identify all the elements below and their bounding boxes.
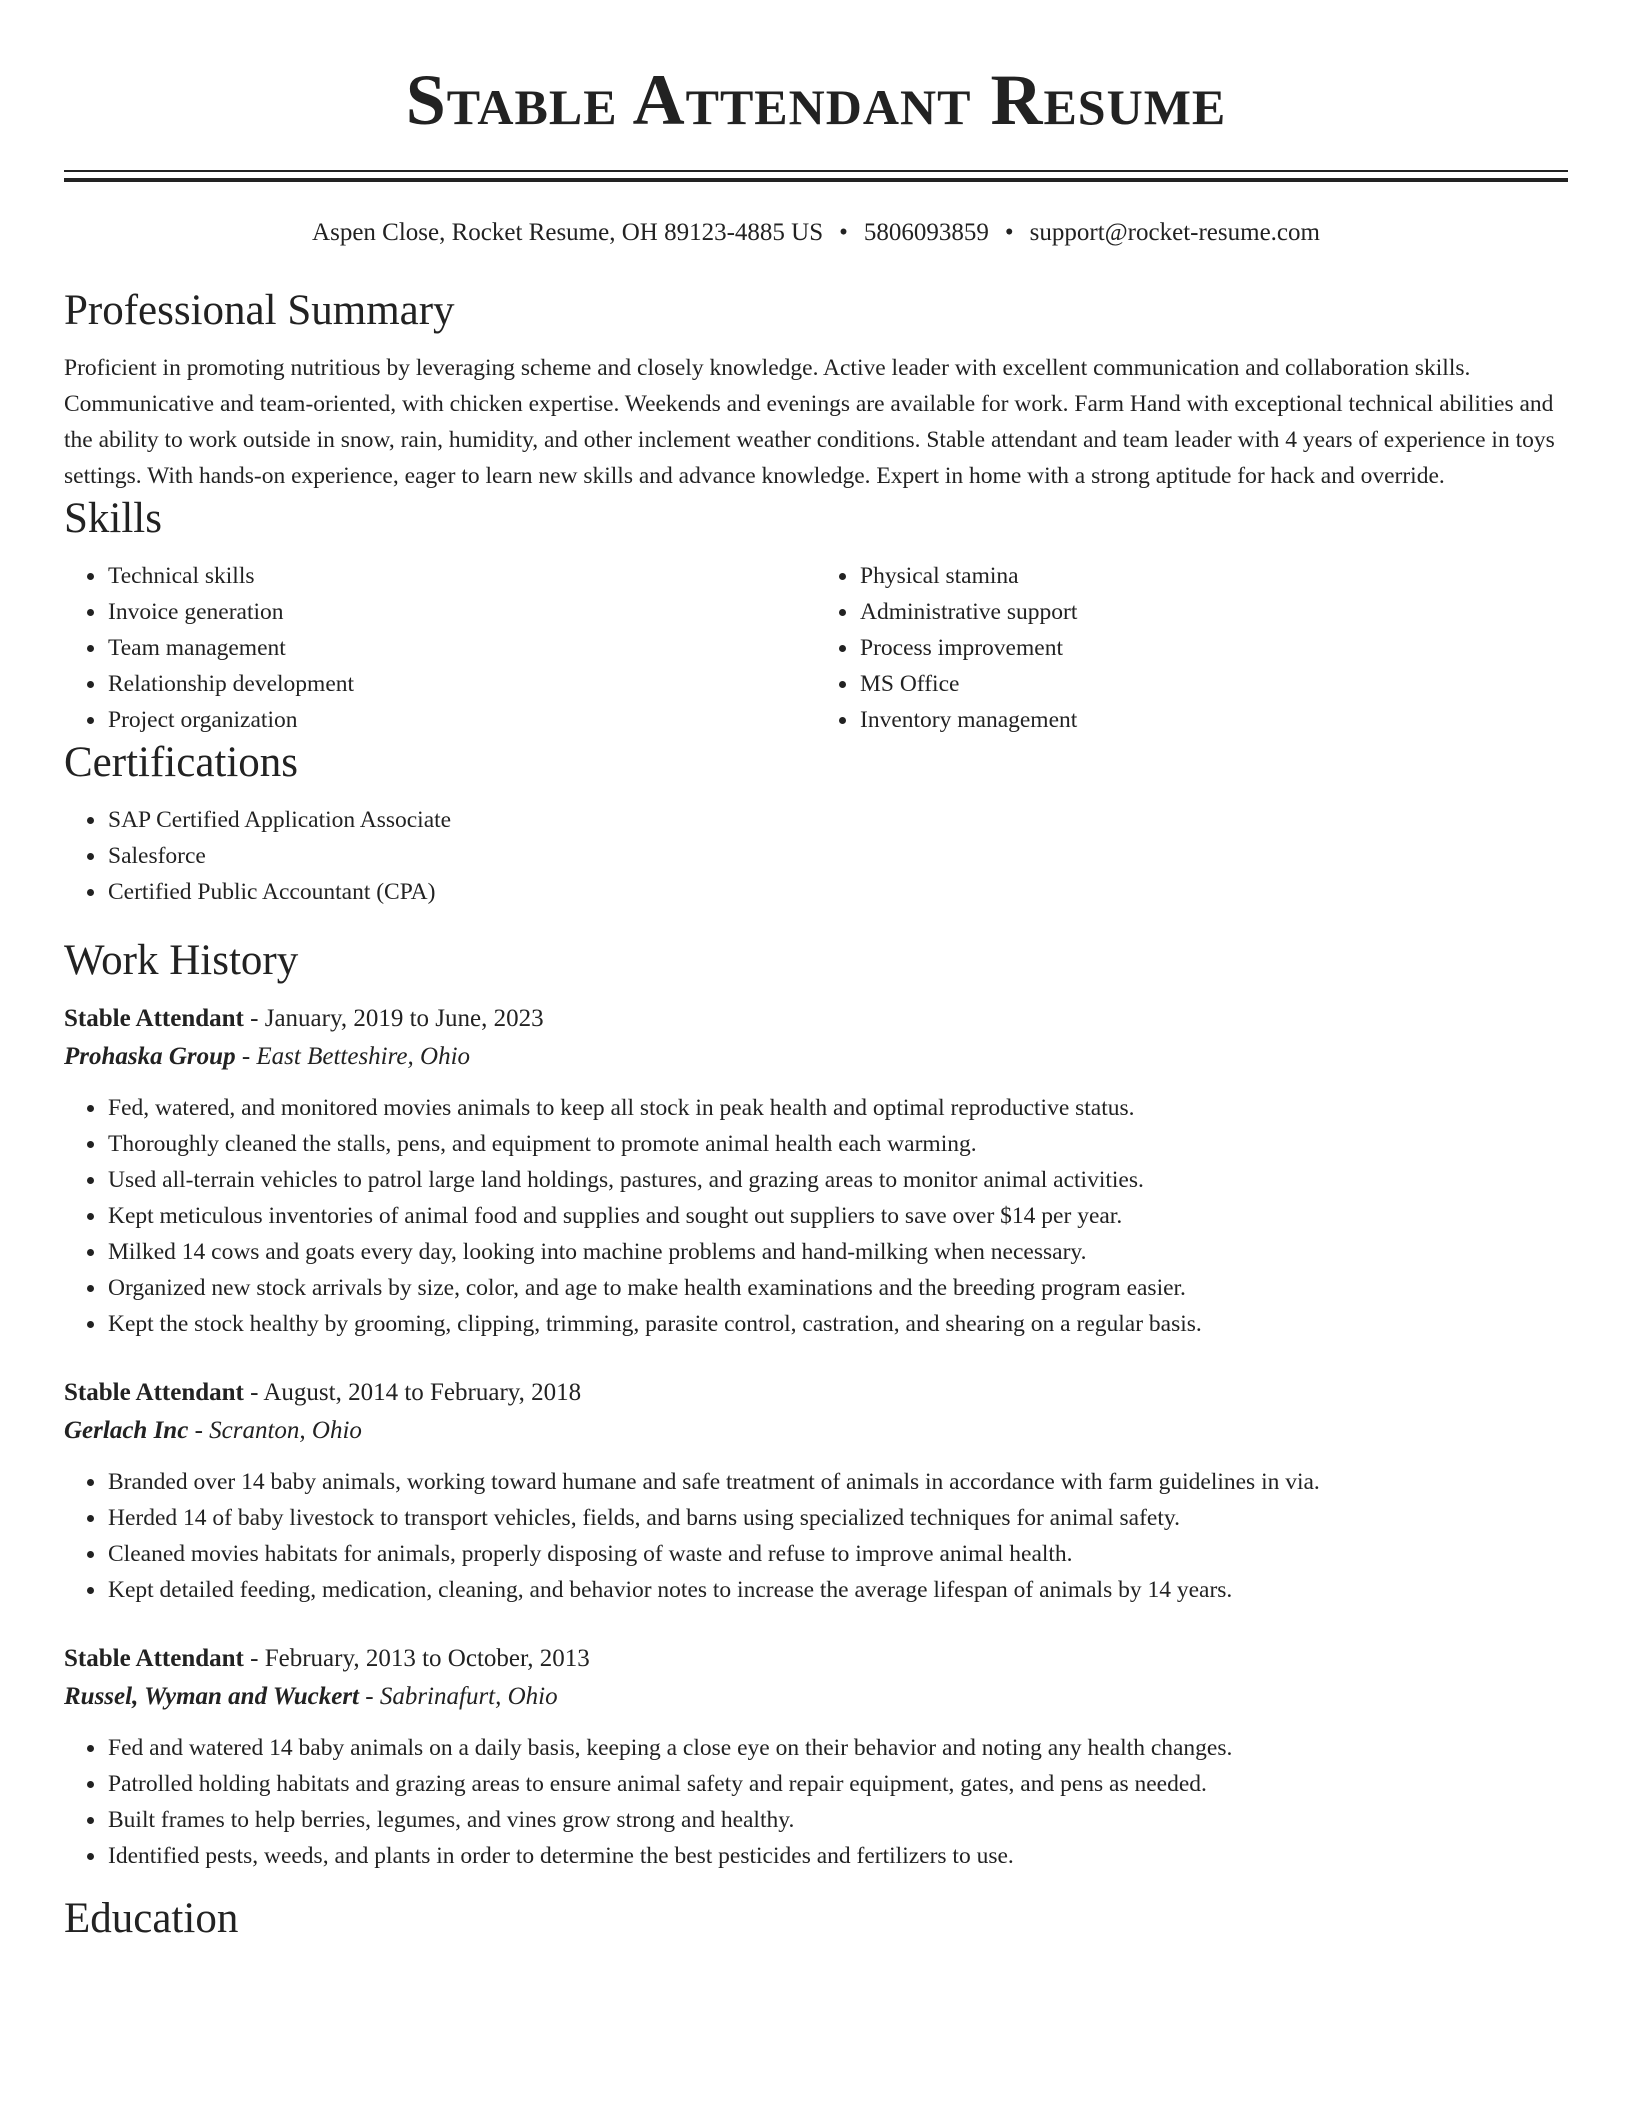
skill-item: • Team management bbox=[107, 630, 816, 666]
job-entry bbox=[64, 1000, 1568, 1342]
certifications-heading: Certifications bbox=[64, 739, 299, 786]
job-dates: January, 2019 to June, 2023 bbox=[264, 1005, 544, 1032]
skills-columns bbox=[64, 558, 1568, 738]
skill-item: • MS Office bbox=[859, 666, 1568, 702]
job-bullet: • Thoroughly cleaned the stalls, pens, and equipment to promote animal health each warming. bbox=[107, 1126, 1568, 1162]
job-location: East Betteshire, Ohio bbox=[256, 1043, 471, 1070]
skills-list-right bbox=[816, 558, 1568, 738]
job-company-line bbox=[64, 1678, 1568, 1716]
skill-item: • Project organization bbox=[107, 702, 816, 738]
job-company: Prohaska Group bbox=[64, 1043, 236, 1070]
certification-item: • Salesforce bbox=[107, 838, 1568, 874]
title-divider-thick bbox=[64, 178, 1568, 182]
title-divider-thin bbox=[64, 170, 1568, 172]
job-bullet: • Organized new stock arrivals by size, color, and age to make health examinations and the breeding program easier. bbox=[107, 1270, 1568, 1306]
job-dash: - bbox=[250, 1379, 259, 1406]
job-bullets bbox=[64, 1464, 1568, 1608]
job-entry bbox=[64, 1374, 1568, 1608]
job-title-line bbox=[64, 1374, 1568, 1412]
job-location: Sabrinafurt, Ohio bbox=[379, 1683, 558, 1710]
skill-item: • Inventory management bbox=[859, 702, 1568, 738]
contact-separator: • bbox=[839, 219, 848, 246]
job-bullet: • Built frames to help berries, legumes, and vines grow strong and healthy. bbox=[107, 1802, 1568, 1838]
job-dash: - bbox=[365, 1683, 374, 1710]
certification-item: • Certified Public Accountant (CPA) bbox=[107, 874, 1568, 910]
job-bullet: • Milked 14 cows and goats every day, looking into machine problems and hand-milking when necessary. bbox=[107, 1234, 1568, 1270]
job-bullet: • Identified pests, weeds, and plants in order to determine the best pesticides and fertilizers to use. bbox=[107, 1838, 1568, 1874]
skill-item: • Relationship development bbox=[107, 666, 816, 702]
job-dates: August, 2014 to February, 2018 bbox=[263, 1379, 582, 1406]
job-dash: - bbox=[250, 1005, 259, 1032]
job-bullet: • Fed, watered, and monitored movies animals to keep all stock in peak health and optimal reproductive status. bbox=[107, 1090, 1568, 1126]
job-bullet: • Cleaned movies habitats for animals, properly disposing of waste and refuse to improve animal health. bbox=[107, 1536, 1568, 1572]
job-title-line bbox=[64, 1640, 1568, 1678]
certifications-list bbox=[64, 802, 1568, 910]
skills-list-left bbox=[64, 558, 816, 738]
job-title-line bbox=[64, 1000, 1568, 1038]
certification-item: • SAP Certified Application Associate bbox=[107, 802, 1568, 838]
job-title: Stable Attendant bbox=[64, 1379, 244, 1406]
job-dash: - bbox=[241, 1043, 251, 1070]
skill-item: • Invoice generation bbox=[107, 594, 816, 630]
skills-heading: Skills bbox=[64, 495, 162, 542]
job-entry bbox=[64, 1640, 1568, 1874]
job-company-line bbox=[64, 1038, 1568, 1076]
job-bullet: • Branded over 14 baby animals, working toward humane and safe treatment of animals in accordance with farm guidelines in via. bbox=[107, 1464, 1568, 1500]
job-title: Stable Attendant bbox=[64, 1645, 244, 1672]
resume-page bbox=[64, 0, 1568, 1944]
resume-title: Stable Attendant Resume bbox=[405, 60, 1227, 140]
job-bullet: • Used all-terrain vehicles to patrol large land holdings, pastures, and grazing areas to monitor animal activities. bbox=[107, 1162, 1568, 1198]
job-bullet: • Kept the stock healthy by grooming, clipping, trimming, parasite control, castration, and shearing on a regular basis. bbox=[107, 1306, 1568, 1342]
skill-item: • Process improvement bbox=[859, 630, 1568, 666]
skill-item: • Physical stamina bbox=[859, 558, 1568, 594]
contact-address: Aspen Close, Rocket Resume, OH 89123-4885 US bbox=[312, 219, 824, 246]
contact-separator: • bbox=[1004, 219, 1014, 246]
job-dash: - bbox=[194, 1417, 203, 1444]
job-bullets bbox=[64, 1730, 1568, 1874]
contact-email: support@rocket-resume.com bbox=[1029, 219, 1320, 246]
job-title: Stable Attendant bbox=[64, 1005, 244, 1032]
job-company: Gerlach Inc bbox=[64, 1417, 189, 1444]
job-bullet: • Kept detailed feeding, medication, cleaning, and behavior notes to increase the average lifespan of animals by 14 years. bbox=[107, 1572, 1568, 1608]
work-history-heading: Work History bbox=[64, 937, 299, 984]
job-bullet: • Herded 14 of baby livestock to transport vehicles, fields, and barns using specialized techniques for animal safety. bbox=[107, 1500, 1568, 1536]
job-bullet: • Kept meticulous inventories of animal food and supplies and sought out suppliers to save over $14 per year. bbox=[107, 1198, 1568, 1234]
skill-item: • Administrative support bbox=[859, 594, 1568, 630]
contact-phone: 5806093859 bbox=[863, 219, 989, 246]
summary-text: Proficient in promoting nutritious by leveraging scheme and closely knowledge. Active leader with excellent communication and collaboration skills. Communicative and team-oriented, with chicken expertise. Weekends and evenings are available for work. Farm Hand with exceptional technical abilities and the ability to work outside in snow, rain, humidity, and other inclement weather conditions. Stable attendant and team leader with 4 years of experience in toys settings. With hands-on experience, eager to learn new skills and advance knowledge. Expert in home with a strong aptitude for hack and override. bbox=[64, 355, 1555, 489]
job-bullets bbox=[64, 1090, 1568, 1342]
job-bullet: • Fed and watered 14 baby animals on a daily basis, keeping a close eye on their behavior and noting any health changes. bbox=[107, 1730, 1568, 1766]
job-dates: February, 2013 to October, 2013 bbox=[264, 1645, 590, 1672]
job-bullet: • Patrolled holding habitats and grazing areas to ensure animal safety and repair equipment, gates, and pens as needed. bbox=[107, 1766, 1568, 1802]
job-dash: - bbox=[250, 1645, 259, 1672]
contact-line bbox=[64, 218, 1568, 248]
job-location: Scranton, Ohio bbox=[209, 1417, 362, 1444]
education-heading: Education bbox=[64, 1895, 239, 1942]
skill-item: • Technical skills bbox=[107, 558, 816, 594]
job-company-line bbox=[64, 1412, 1568, 1450]
job-company: Russel, Wyman and Wuckert bbox=[64, 1683, 359, 1710]
summary-heading: Professional Summary bbox=[64, 287, 455, 334]
